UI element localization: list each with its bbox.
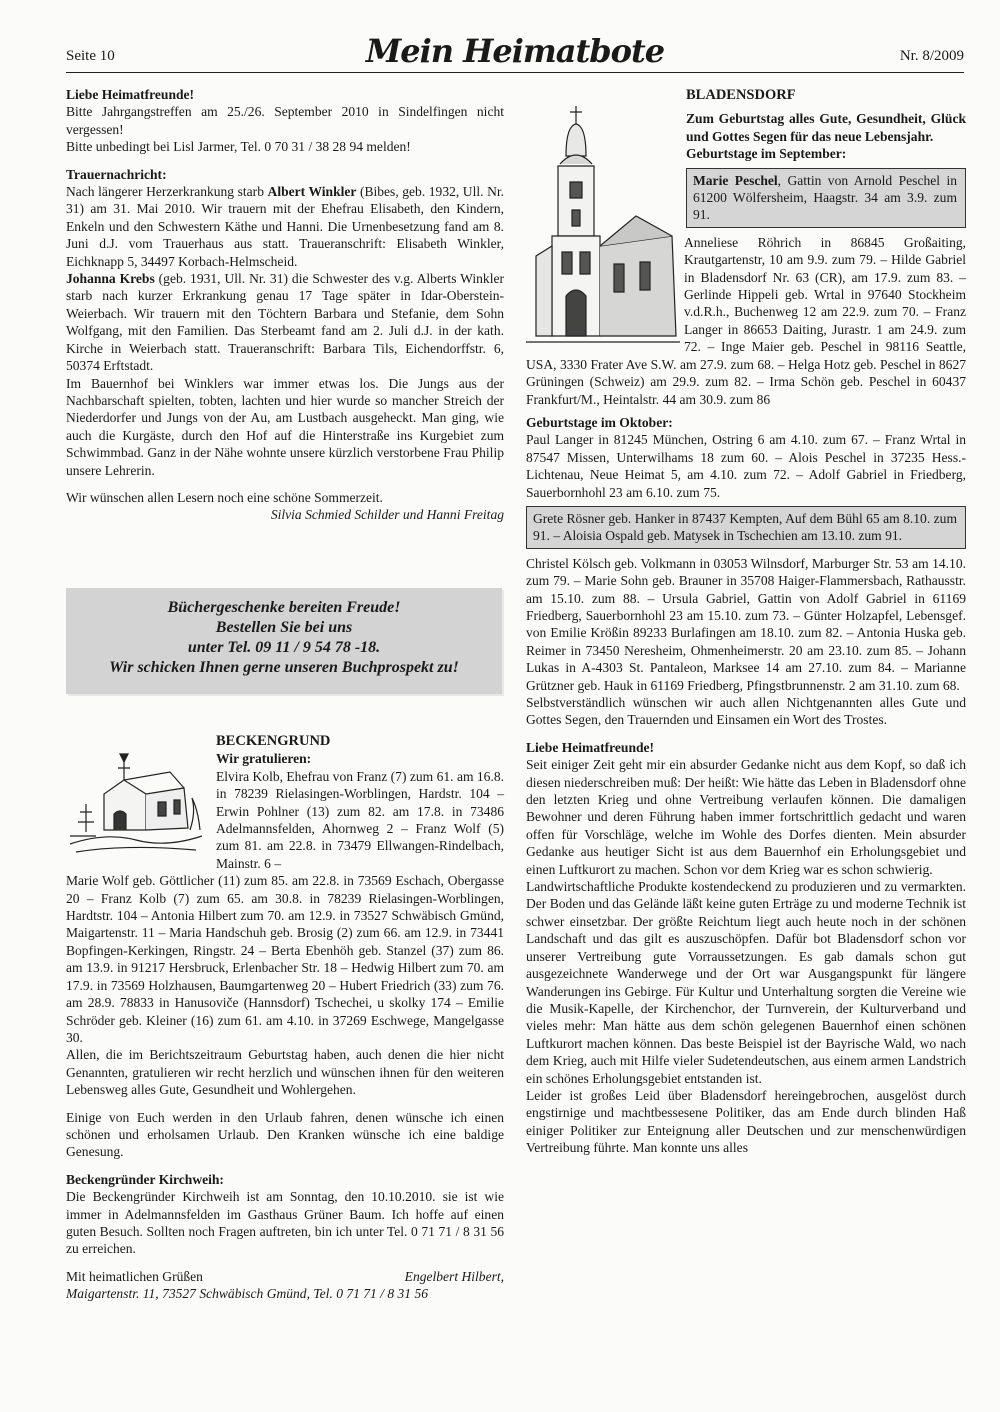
letter-paragraph-1: Seit einiger Zeit geht mir ein absurder Gedanke nicht aus dem Kopf, so daß ich diesen niederschreiben muß: Der heißt: Wie hätte das Leben in Bladensdorf ohne den letzten Krieg und ohne Vertreibung verlaufen können. Die damaligen Bewohner und deren Führung haben immer fortschrittlich gedacht und waren offen für Vorschläge, welche im Wohle des Dorfes dienten. Mein absurder Gedanke aus heutiger Sicht ist aus dem Bauernhof ein Erholungsgebiet und einen Luftkurort zu machen. Schon vor dem Krieg war es schon schwierig. (526, 757, 966, 877)
highlight-box-october: Grete Rösner geb. Hanker in 87437 Kempten, Auf dem Bühl 65 am 8.10. zum 91. – Aloisia Ospald geb. Matysek in Tschechien am 13.10. zum 91. (526, 506, 966, 549)
chapel-drawing (66, 732, 212, 864)
october-wishes: Selbstverständlich wünschen wir auch allen Nichtgenannten alles Gute und Gottes Segen, den Trauernden und Einsamen ein Wort des Trostes. (526, 695, 966, 728)
letter-paragraph-2: Landwirtschaftliche Produkte kostendeckend zu produzieren und zu vermarkten. Der Boden und das Gelände läßt keine guten Erträge zu und moderne Technik ist schwer einsetzbar. Der größte Reichtum liegt auch heute noch in der schönen Landschaft und das gilt es auszuschöpfen. Dafür bot Bladensdorf schon vor unserer Vertreibung gute Vorraussetzungen. Es gab damals schon gut ausgezeichnete Wanderwege und der Ort war Ausgangspunkt für längere Wanderungen ins Gebirge. Für Kultur und Unterhaltung sorgten die Vereine wie die Musik-Kapelle, der Kirchenchor, der Turnverein, der Kulturverband und vieles mehr: Man hätte aus dem schön gelegenen Bauernhof einen schönen Luftkurort machen können. Das beste Beispiel ist der Bayrische Wald, wo nach dem Krieg, auch mit Hilfe vieler Sudetendeutschen, aus einem armen Landstrich ein schönes Erholungsgebiet entstanden ist. (526, 879, 966, 1086)
beckengrund-section (66, 732, 504, 1303)
page-number: Seite 10 (66, 48, 115, 64)
beckengrund-birthdays-1: Elvira Kolb, Ehefrau von Franz (7) zum 61. am 16.8. in 78239 Rielasingen-Worblingen, Hardstr. 104 – Erwin Pohlner (13) zum 82. am 17.8. in 73486 Adelmannsfelden, Ahornweg 2 – Franz Wolf (5) zum 81. am 22.8. in 73479 Ellwangen-Rindelbach, Mainstr. 6 – (216, 768, 504, 871)
kirchweih-text: Die Beckengründer Kirchweih ist am Sonntag, den 10.10.2010. sie ist wie immer in Adelmannsfelden im Gasthaus Grüner Baum. Ich hoffe auf einen guten Besuch. Sollten noch Fragen auftreten, bin ich unter Tel. 0 71 71 / 8 31 56 zu erreichen. (66, 1189, 504, 1257)
church-illustration (526, 86, 680, 352)
chapel-illustration (66, 732, 206, 860)
box1-name: Marie Peschel (693, 172, 778, 188)
letter-title: Liebe Heimatfreunde! (526, 739, 655, 755)
greeting-line-2: Bitte unbedingt bei Lisl Jarmer, Tel. 0 70 31 / 38 28 94 melden! (66, 139, 411, 155)
page-header (66, 32, 964, 73)
issue-number: Nr. 8/2009 (899, 48, 964, 64)
september-title: Geburtstage im September: (686, 146, 847, 162)
kirchweih-title: Beckengründer Kirchweih: (66, 1171, 224, 1187)
beckengrund-title: BECKENGRUND (216, 733, 331, 749)
ad-line-2: Bestellen Sie bei uns (215, 619, 353, 636)
greeting-line-1: Bitte Jahrgangstreffen am 25./26. September 2010 in Sindelfingen nicht vergessen! (66, 104, 504, 137)
beckengrund-birthdays-2: Marie Wolf geb. Göttlicher (11) zum 85. am 22.8. in 73569 Eschach, Obergasse 20 – Franz Kolb (7) zum 65. am 30.8. in 78239 Rielasingen-Worblingen, Hardtstr. 104 – Antonia Hilbert zum 70. am 12.9. in 73527 Schwäbisch Gmünd, Maigartenstr. 11 – Maria Handschuh geb. Brosig (2) zum 66. am 12.9. in 73441 Bopfingen-Kerkingen, Ringstr. 24 – Berta Ebenhöh geb. Stanzel (37) zum 86. am 13.9. in 91217 Hersbruck, Erlenbacher Str. 18 – Hedwig Hilbert zum 70. am 17.9. in 73569 Holzhausen, Baumgartenweg 20 – Hubert Friedrich (33) zum 76. am 28.9. 78833 in Hanusoviče (Hannsdorf) Tschechei, u skolky 174 – Emilie Schröder geb. Kleiner (16) zum 61. am 4.10. in 37269 Eschwege, Mangelgasse 30. (66, 873, 504, 1045)
closing-author: Engelbert Hilbert, (404, 1268, 504, 1284)
right-column (526, 86, 966, 1157)
ad-line-3: unter Tel. 09 11 / 9 54 78 -18. (187, 639, 381, 656)
obituary-paragraph-3: Im Bauernhof bei Winklers war immer etwas los. Die Jungs aus der Nachbarschaft spielten, tobten, lachten und hier wurde so mancher Streich der Niederdorfer und Jungs von der Au, am Lustbach ausgeheckt. Man ging, wie auch die Kurgäste, durch den Hof auf die Hinterstraße ins Kurgebiet zum Schwimmbad. Ganz in der Nähe wohnte unsere kürzlich verstorbene Frau Philip unsere Lehrerin. (66, 375, 504, 478)
closing-address: Maigartenstr. 11, 73527 Schwäbisch Gmünd, Tel. 0 71 71 / 8 31 56 (66, 1286, 429, 1302)
obituary-paragraph-2: Johanna Krebs (geb. 1931, Ull. Nr. 31) die Schwester des v.g. Alberts Winkler starb nach kurzer Erkrankung genau 17 Tage später in Idar-Oberstein-Weierbach. Wir trauern mit den Töchtern Barbara und Stefanie, dem Sohn Wolfgang, mit den Familien. Das Sterbeamt fand am 2. Juli d.J. in der kath. Kirche in Weierbach statt. Traueranschrift: Barbara Tils, Eichendorffstr. 6, 50374 Erftstadt. (66, 271, 504, 374)
letter-paragraph-3: Leider ist großes Leid über Bladensdorf hereingebrochen, ausgelöst durch engstirnige und machtbessesene Politiker, das am Ende durch blinden Haß einiger Politiker zur Enteignung aller Deutschen und zur menschenwürdigen Vertreibung führte. Man konnte uns alles (526, 1087, 966, 1156)
left-column (66, 86, 504, 524)
box1-text: , Gattin von Arnold Peschel in 61200 Wölfersheim, Haagstr. 34 am 3.9. zum 91. (693, 172, 957, 223)
beckengrund-wishes: Allen, die im Berichtszeitraum Geburtstag haben, auch denen die hier nicht Genannten, gratulieren wir recht herzlich und wünschen ihnen für den weiteren Lebensweg alles Gute, Gesundheit und Wohlergehen. (66, 1047, 504, 1098)
october-title: Geburtstage im Oktober: (526, 414, 673, 430)
highlight-box-september (686, 168, 966, 228)
beckengrund-vacation: Einige von Euch werden in den Urlaub fahren, denen wünsche ich einen schönen und erholsamen Urlaub. Den Kranken wünsche ich eine baldige Genesung. (66, 1109, 504, 1160)
october-birthdays-1: Paul Langer in 81245 München, Ostring 6 am 4.10. zum 67. – Franz Wrtal in 87547 Missen, Unterwilhams 18 zum 60. – Alois Peschel in 37235 Hess.-Lichtenau, Neue Heimat 5, am 4.10. zum 72. – Adolf Gabriel in Friedberg, Sauerbornhohl 23 am 6.10. zum 75. (526, 432, 966, 500)
summer-signature: Silvia Schmied Schilder und Hanni Freitag (270, 507, 504, 523)
closing-row (66, 1268, 504, 1285)
october-birthdays-2: Christel Kölsch geb. Volkmann in 03053 Wilnsdorf, Marburger Str. 53 am 14.10. zum 79. – Marie Sohn geb. Brauner in 35708 Haiger-Flammersbach, Rathausstr. am 15.10. zum 88. – Ursula Gabriel, Gattin von Adolf Gabriel in 61169 Friedberg, Sauerbornhohl 23 am 15.10. zum 73. – Günter Holzapfel, Lebensgef. von Emilie Krößin 89233 Burlafingen am 18.10. zum 82. – Antonia Huska geb. Reimer in 73450 Neresheim, Ohmenheimerstr. 20 am 23.10. zum 85. – Johann Lukas in A-4303 St. Pantaleon, Marksee 14 am 27.10. zum 84. – Marianne Grützner geb. Hauk in 61169 Friedberg, Pfingstbrunnenstr. 2 am 31.10. zum 68. (526, 555, 966, 693)
closing-greeting: Mit heimatlichen Grüßen (66, 1268, 203, 1284)
ad-line-4: Wir schicken Ihnen gerne unseren Buchprospekt zu! (109, 659, 459, 676)
bladensdorf-intro: Zum Geburtstag alles Gute, Gesundheit, Glück und Gottes Segen für das neue Lebensjahr. (686, 111, 966, 144)
obituary-title: Trauernachricht: (66, 166, 167, 182)
bladensdorf-title: BLADENSDORF (686, 87, 796, 103)
beckengrund-subtitle: Wir gratulieren: (216, 751, 312, 767)
obituary-paragraph-1: Nach längerer Herzerkrankung starb Albert Winkler (Bibes, geb. 1932, Ull. Nr. 31) am 31. Mai 2010. Wir trauern mit der Ehefrau Elisabeth, den Kindern, Enkeln und den Schwestern Käthe und Hanni. Die Urnenbesetzung fand am 8. Juni d.J. vom Trauerhaus aus statt. Traueranschrift: Elisabeth Winkler, Eichknapp 5, 34497 Korbach-Helmscheid. (66, 184, 504, 269)
greeting-title: Liebe Heimatfreunde! (66, 87, 195, 102)
summer-wish: Wir wünschen allen Lesern noch eine schöne Sommerzeit. (66, 489, 383, 505)
masthead-logo: Mein Heimatbote (365, 32, 665, 70)
ad-line-1: Büchergeschenke bereiten Freude! (167, 599, 401, 616)
book-ad-box (66, 588, 502, 694)
church-drawing (526, 86, 684, 354)
september-birthdays: Anneliese Röhrich in 86845 Großaiting, Krautgartenstr, 10 am 9.9. zum 79. – Hilde Gabriel in Bladensdorf Nr. 63 (CR), am 17.9. zum 83. – Gerlinde Hippeli geb. Wrtal in 97640 Stockheim v.d.R.h., Buchenweg 12 am 22.9. zum 70. – Franz Langer in 86653 Daiting, Jurastr. 1 am 24.9. zum 72. – Inge Maier geb. Peschel in 98116 Seattle, USA, 3330 Frater Ave S.W. am 27.9. zum 68. – Helga Hotz geb. Peschel in 8627 Grüningen (Schweiz) am 29.9. zum 82. – Irma Schön geb. Peschel in 60437 Frankfurt/M., Heintalstr. 44 am 30.9. zum 86 (526, 234, 966, 407)
